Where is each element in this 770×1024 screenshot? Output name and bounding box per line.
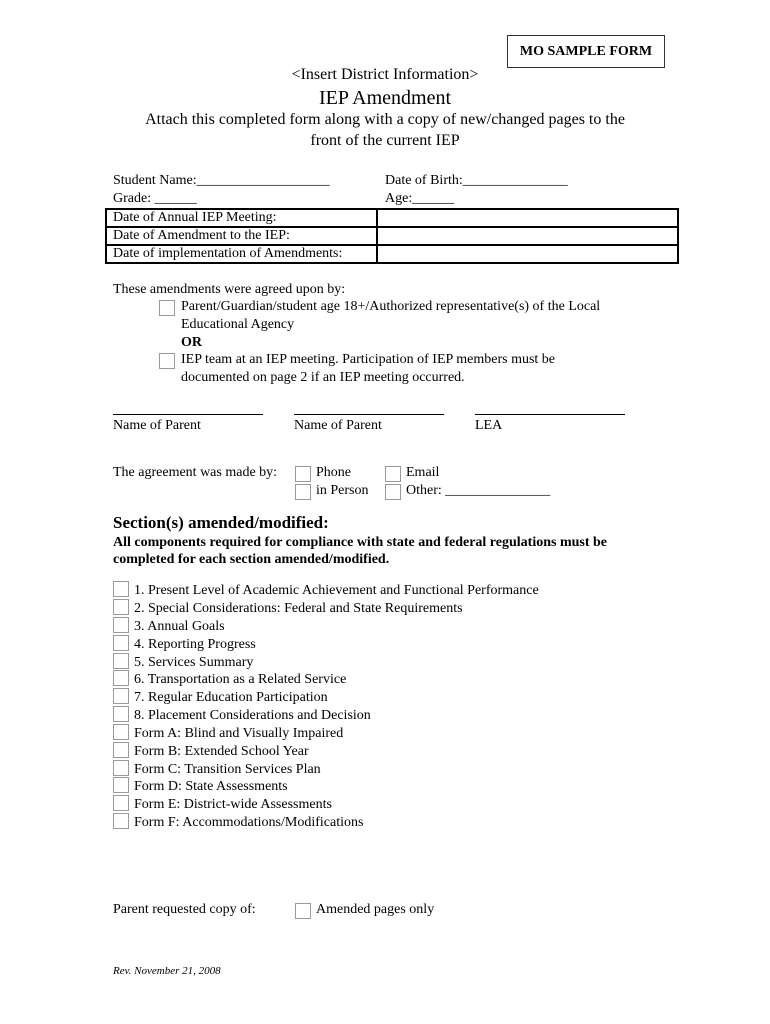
email-label: Email — [406, 465, 440, 480]
amendment-date-field[interactable] — [377, 227, 678, 245]
section-item-8[interactable] — [113, 706, 371, 724]
option2-line1: IEP team at an IEP meeting. Participation of IEP members must be — [181, 352, 556, 367]
signature-label-lea: LEA — [475, 418, 503, 433]
meeting-dates-table — [105, 208, 679, 264]
annual-meeting-label: Date of Annual IEP Meeting: — [106, 209, 377, 227]
agreement-intro: These amendments were agreed upon by: — [113, 282, 346, 297]
section-item-label: Form C: Transition Services Plan — [134, 762, 321, 777]
or-label: OR — [181, 335, 202, 350]
signature-label-parent-2: Name of Parent — [294, 418, 382, 433]
section-item-form-d[interactable] — [113, 777, 288, 795]
section-item-7[interactable] — [113, 688, 328, 706]
section-item-label: 1. Present Level of Academic Achievement and Functional Performance — [134, 583, 539, 598]
section-item-5[interactable] — [113, 653, 253, 671]
section-item-4[interactable] — [113, 635, 256, 653]
implementation-date-field[interactable] — [377, 245, 678, 263]
section-item-form-b[interactable] — [113, 742, 309, 760]
section-checkbox[interactable] — [113, 617, 129, 633]
section-item-3[interactable] — [113, 617, 225, 635]
section-checkbox[interactable] — [113, 688, 129, 704]
sample-form-badge: MO SAMPLE FORM — [507, 35, 665, 68]
other-field[interactable]: Other: _______________ — [406, 483, 551, 498]
section-checkbox[interactable] — [113, 813, 129, 829]
parent-signature-line-2[interactable] — [294, 414, 444, 415]
lea-signature-line[interactable] — [475, 414, 625, 415]
email-checkbox[interactable] — [385, 466, 401, 482]
section-item-label: 6. Transportation as a Related Service — [134, 672, 347, 687]
option2-line2: documented on page 2 if an IEP meeting occurred. — [181, 370, 465, 385]
student-name-field[interactable]: Student Name:___________________ — [113, 173, 330, 188]
section-checkbox[interactable] — [113, 795, 129, 811]
parent-signature-line-1[interactable] — [113, 414, 263, 415]
section-checkbox[interactable] — [113, 635, 129, 651]
sections-note-line1: All components required for compliance with state and federal regulations must be — [113, 535, 608, 550]
annual-meeting-date-field[interactable] — [377, 209, 678, 227]
section-checkbox[interactable] — [113, 599, 129, 615]
section-item-label: 7. Regular Education Participation — [134, 690, 328, 705]
table-row — [106, 209, 678, 227]
section-checkbox[interactable] — [113, 777, 129, 793]
section-item-form-a[interactable] — [113, 724, 343, 742]
other-checkbox[interactable] — [385, 484, 401, 500]
date-of-birth-field[interactable]: Date of Birth:_______________ — [385, 173, 568, 188]
sections-heading: Section(s) amended/modified: — [113, 513, 329, 532]
phone-label: Phone — [316, 465, 351, 480]
section-checkbox[interactable] — [113, 581, 129, 597]
iep-team-checkbox[interactable] — [159, 353, 175, 369]
section-checkbox[interactable] — [113, 706, 129, 722]
amended-pages-checkbox[interactable] — [295, 903, 311, 919]
parent-copy-label: Parent requested copy of: — [113, 902, 256, 917]
section-item-label: Form F: Accommodations/Modifications — [134, 815, 364, 830]
section-item-label: 5. Services Summary — [134, 655, 254, 670]
agreement-method-label: The agreement was made by: — [113, 465, 278, 480]
in-person-label: in Person — [316, 483, 369, 498]
subtitle-line1: Attach this completed form along with a copy of new/changed pages to the — [145, 111, 625, 128]
section-checkbox[interactable] — [113, 742, 129, 758]
table-row — [106, 245, 678, 263]
section-item-form-c[interactable] — [113, 760, 321, 778]
section-checkbox[interactable] — [113, 760, 129, 776]
section-item-label: Form A: Blind and Visually Impaired — [134, 726, 344, 741]
section-item-label: Form B: Extended School Year — [134, 744, 309, 759]
parent-agreement-checkbox[interactable] — [159, 300, 175, 316]
table-row — [106, 227, 678, 245]
section-item-1[interactable] — [113, 581, 539, 599]
section-item-label: 4. Reporting Progress — [134, 637, 256, 652]
option1-line1: Parent/Guardian/student age 18+/Authorized representative(s) of the Local — [181, 299, 601, 314]
section-item-label: 3. Annual Goals — [134, 619, 225, 634]
section-item-label: Form E: District-wide Assessments — [134, 797, 332, 812]
section-item-label: 2. Special Considerations: Federal and State Requirements — [134, 601, 463, 616]
sections-note-line2: completed for each section amended/modified. — [113, 552, 390, 567]
section-checkbox[interactable] — [113, 670, 129, 686]
in-person-checkbox[interactable] — [295, 484, 311, 500]
form-title: IEP Amendment — [318, 87, 452, 109]
section-item-2[interactable] — [113, 599, 463, 617]
section-item-6[interactable] — [113, 670, 346, 688]
implementation-date-label: Date of implementation of Amendments: — [106, 245, 377, 263]
phone-checkbox[interactable] — [295, 466, 311, 482]
section-checkbox[interactable] — [113, 653, 129, 669]
section-item-label: 8. Placement Considerations and Decision — [134, 708, 371, 723]
grade-field[interactable]: Grade: ______ — [113, 191, 197, 206]
amendment-date-label: Date of Amendment to the IEP: — [106, 227, 377, 245]
section-item-form-e[interactable] — [113, 795, 332, 813]
signature-label-parent-1: Name of Parent — [113, 418, 201, 433]
section-checkbox[interactable] — [113, 724, 129, 740]
section-item-form-f[interactable] — [113, 813, 363, 831]
subtitle-line2: front of the current IEP — [310, 132, 460, 149]
section-item-label: Form D: State Assessments — [134, 779, 288, 794]
option1-line2: Educational Agency — [181, 317, 295, 332]
revision-date: Rev. November 21, 2008 — [113, 965, 221, 977]
age-field[interactable]: Age:______ — [385, 191, 455, 206]
district-info: <Insert District Information> — [291, 66, 479, 83]
amended-pages-label: Amended pages only — [316, 902, 435, 917]
